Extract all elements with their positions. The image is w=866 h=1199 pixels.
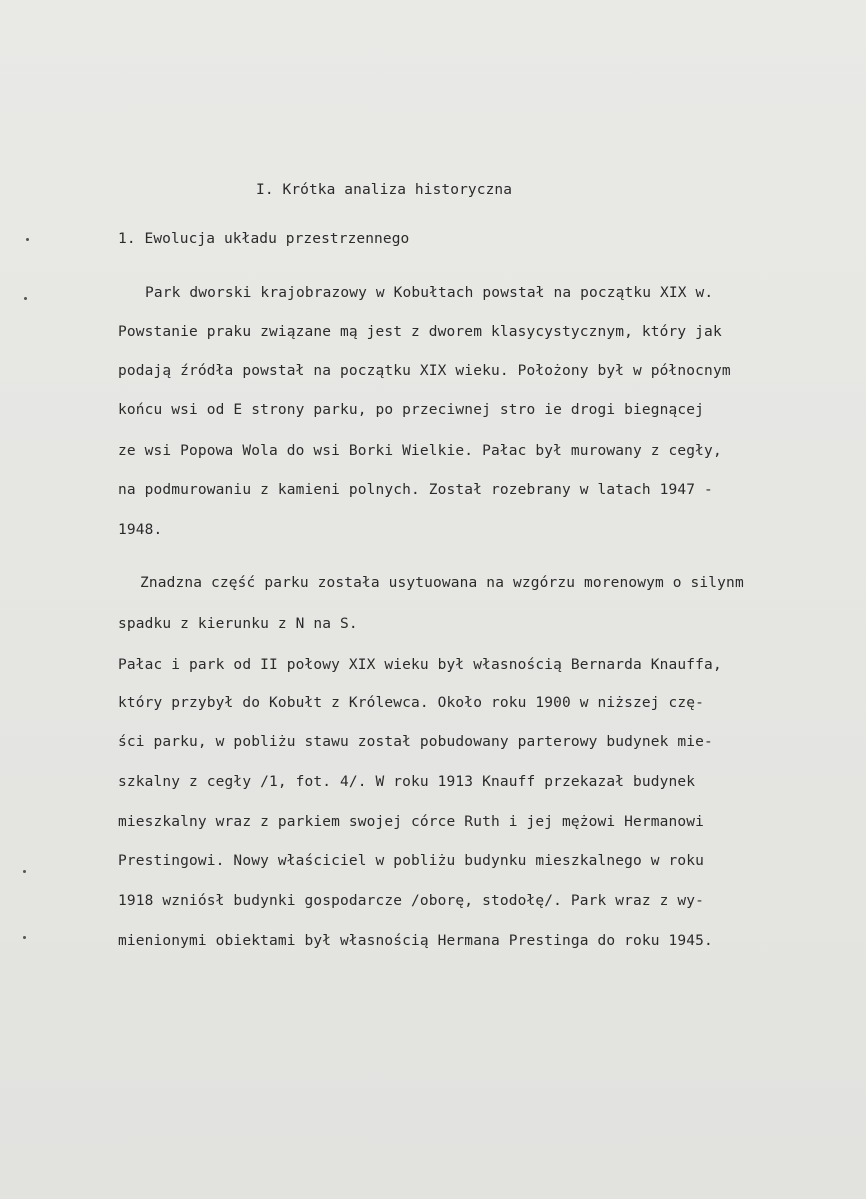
text-line: spadku z kierunku z N na S. xyxy=(118,616,358,632)
text-line: 1948. xyxy=(118,522,163,538)
text-line: 1918 wzniósł budynki gospodarcze /oborę, stodołę/. Park wraz z wy- xyxy=(118,893,705,909)
text-line: który przybył do Kobułt z Królewca. Około roku 1900 w niższej czę- xyxy=(118,695,705,711)
text-line: końcu wsi od E strony parku, po przeciwnej stro ie drogi biegnącej xyxy=(118,402,705,418)
text-line: podają źródła powstał na początku XIX wieku. Położony był w północnym xyxy=(118,363,731,379)
text-line: na podmurowaniu z kamieni polnych. Został rozebrany w latach 1947 - xyxy=(118,482,713,498)
text-line: mieszkalny wraz z parkiem swojej córce Ruth i jej mężowi Hermanowi xyxy=(118,814,705,830)
text-line: szkalny z cegły /1, fot. 4/. W roku 1913 Knauff przekazał budynek xyxy=(118,774,696,790)
text-line: ści parku, w pobliżu stawu został pobudowany parterowy budynek mie- xyxy=(118,734,713,750)
margin-speck xyxy=(23,870,26,873)
subsection-heading: 1. Ewolucja układu przestrzennego xyxy=(118,231,410,247)
text-line: Prestingowi. Nowy właściciel w pobliżu budynku mieszkalnego w roku xyxy=(118,853,705,869)
section-heading: I. Krótka analiza historyczna xyxy=(256,182,513,198)
text-line: Znadzna część parku została usytuowana na wzgórzu morenowym o silynm xyxy=(140,575,744,591)
margin-speck xyxy=(26,238,29,241)
text-line: Park dworski krajobrazowy w Kobułtach powstał na początku XIX w. xyxy=(145,285,714,301)
text-line: Pałac i park od II połowy XIX wieku był własnością Bernarda Knauffa, xyxy=(118,657,722,673)
text-line: ze wsi Popowa Wola do wsi Borki Wielkie. Pałac był murowany z cegły, xyxy=(118,443,722,459)
text-line: Powstanie praku związane mą jest z dworem klasycystycznym, który jak xyxy=(118,324,722,340)
text-line: mienionymi obiektami był własnością Hermana Prestinga do roku 1945. xyxy=(118,933,713,949)
margin-speck xyxy=(24,297,27,300)
margin-speck xyxy=(23,936,26,939)
